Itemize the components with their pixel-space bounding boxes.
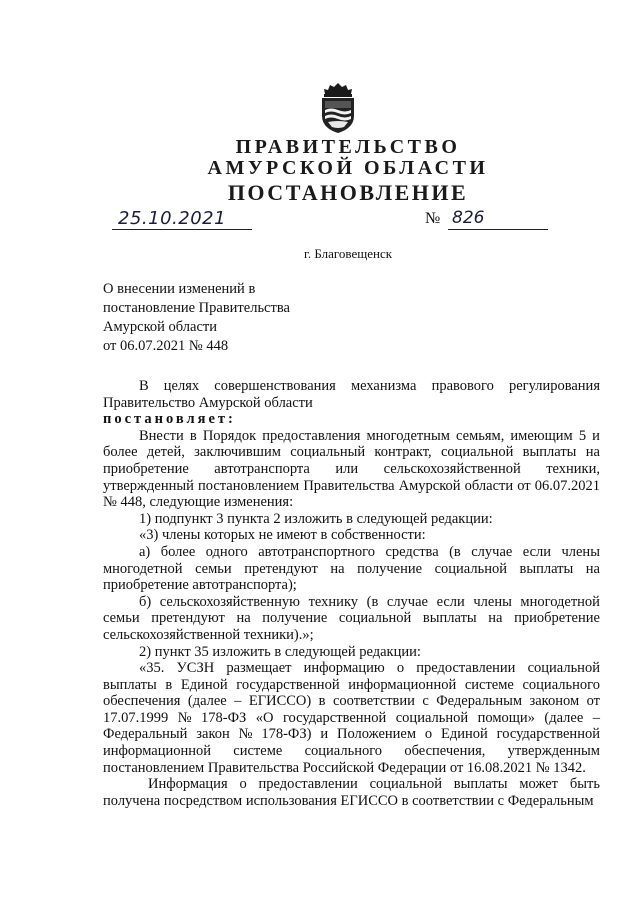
word: более xyxy=(103,444,138,461)
subitem-b xyxy=(103,594,600,611)
word: выплаты xyxy=(453,776,508,793)
word: выплаты xyxy=(522,444,577,461)
word: государственной xyxy=(496,726,600,743)
word: семьям, xyxy=(456,427,505,444)
word: социальной xyxy=(527,660,600,677)
word: утвержденным xyxy=(507,743,600,760)
body-line xyxy=(103,444,600,461)
word: и xyxy=(320,726,329,743)
word: 06.07.2021 xyxy=(534,477,600,494)
word: Информация xyxy=(148,776,228,793)
word: заключившим xyxy=(194,444,281,461)
word: б) xyxy=(139,593,152,610)
word: от xyxy=(586,693,600,710)
number-underline xyxy=(448,229,548,230)
word: 17.07.1999 xyxy=(103,709,169,726)
word: средства xyxy=(385,543,439,560)
subject-line: Амурской области xyxy=(103,319,217,335)
word: выплаты xyxy=(422,610,477,627)
amendment-item-2: 2) пункт 35 изложить в следующей редакции: xyxy=(139,643,421,660)
subitem-a xyxy=(103,544,600,561)
word: (в xyxy=(449,543,461,560)
word: претендуют xyxy=(244,560,318,577)
body-line xyxy=(103,660,600,677)
word: социальной xyxy=(369,776,442,793)
word: «О xyxy=(255,709,274,726)
word: сельскохозяйственную xyxy=(159,593,301,610)
word: Единой xyxy=(180,676,228,693)
word: приобретение xyxy=(514,610,600,627)
word: Федеральным xyxy=(436,693,523,710)
word: сельскохозяйственной xyxy=(383,460,521,477)
word: претендуют xyxy=(151,610,225,627)
word: предоставлении xyxy=(416,660,516,677)
decree-word: постановляет: xyxy=(103,411,236,428)
date-underline xyxy=(112,229,252,230)
body-line xyxy=(103,677,600,694)
word: Правительства xyxy=(303,477,395,494)
word: правового xyxy=(431,378,494,394)
word: Внести xyxy=(139,427,184,444)
word: получение xyxy=(262,610,328,627)
word: Порядок xyxy=(202,427,257,444)
word: законом xyxy=(529,693,580,710)
word: о xyxy=(239,776,247,793)
word: соответствии xyxy=(332,693,415,710)
word: с xyxy=(422,693,429,710)
word: социальной xyxy=(395,709,469,726)
word: государственной xyxy=(236,676,340,693)
body-line xyxy=(103,710,600,727)
word: на xyxy=(330,560,345,577)
word: члены xyxy=(473,593,512,610)
word: утвержденный xyxy=(103,477,194,494)
word: закон xyxy=(196,726,230,743)
word: социальный xyxy=(290,444,366,461)
subject-line: О внесении изменений в xyxy=(103,281,256,297)
word: информационной xyxy=(348,676,457,693)
word: ЕГИССО) xyxy=(248,693,312,710)
word: социального xyxy=(522,676,600,693)
word: информацию xyxy=(303,660,385,677)
word: № xyxy=(238,726,253,743)
word: социальной xyxy=(434,560,507,577)
body-line xyxy=(103,726,600,743)
word: – xyxy=(592,709,600,726)
word: постановлением xyxy=(197,477,300,494)
amendment-item-1: 1) подпункт 3 пункта 2 изложить в следующей редакции: xyxy=(139,510,493,527)
word: системе xyxy=(233,743,283,760)
subject-block xyxy=(103,280,290,356)
word: многодетной xyxy=(103,560,183,577)
word: Единой xyxy=(441,726,488,743)
word: в xyxy=(189,427,197,444)
word: более xyxy=(160,543,196,560)
word: приобретение xyxy=(103,460,189,477)
body-line: получена посредством использования ЕГИССО в соответствии с Федеральным xyxy=(103,792,594,809)
word: в xyxy=(318,693,326,710)
subject-line: постановление Правительства xyxy=(103,300,290,316)
document-type-title: ПОСТАНОВЛЕНИЕ xyxy=(227,180,469,205)
word: если xyxy=(436,593,465,610)
word: выплаты xyxy=(103,676,157,693)
word: (в xyxy=(366,593,379,610)
word: Амурской xyxy=(398,477,461,494)
word: выплаты xyxy=(519,560,574,577)
word: социальной xyxy=(440,444,514,461)
handwritten-number: 826 xyxy=(452,208,485,228)
body-line: сельскохозяйственной техники).»; xyxy=(103,626,314,643)
body-line xyxy=(103,428,600,445)
body-line: «3) члены которых не имеют в собственности: xyxy=(139,527,426,544)
word: Федеральный xyxy=(103,726,188,743)
word: и xyxy=(592,427,600,444)
word: (далее xyxy=(187,693,227,710)
word: «35. xyxy=(139,660,165,677)
word: системе xyxy=(464,676,514,693)
word: случае xyxy=(471,543,513,560)
amur-region-coat-of-arms-icon xyxy=(316,82,360,134)
word: государственной xyxy=(282,709,387,726)
body-line: постановлением Правительства Российской Федерации от 16.08.2021 № 1342. xyxy=(103,759,586,776)
word: многодетным xyxy=(366,427,450,444)
header-region: АМУРСКОЙ ОБЛАСТИ xyxy=(207,157,489,179)
body-line: Правительство Амурской области xyxy=(103,394,313,411)
word: В xyxy=(139,378,149,394)
word: размещает xyxy=(226,660,292,677)
handwritten-date: 25.10.2021 xyxy=(118,208,227,229)
word: о xyxy=(424,726,433,743)
word: семьи xyxy=(195,560,232,577)
body-line: приобретение автотранспорта); xyxy=(103,577,297,594)
word: обеспечения, xyxy=(404,743,486,760)
word: 178-ФЗ xyxy=(201,709,247,726)
word: предоставлении xyxy=(258,776,358,793)
word: информационной xyxy=(103,743,212,760)
word: области xyxy=(464,477,514,494)
word: в xyxy=(165,676,173,693)
word: социального xyxy=(304,743,383,760)
word: о xyxy=(396,660,405,677)
body-line xyxy=(103,693,600,710)
body-line: № 448, следующие изменения: xyxy=(103,494,294,511)
word: одного xyxy=(205,543,248,560)
word: на xyxy=(236,610,251,627)
word: на xyxy=(585,444,600,461)
word: если xyxy=(522,543,552,560)
word: автотранспорта xyxy=(214,460,310,477)
word: целях xyxy=(163,378,200,394)
word: техники, xyxy=(546,460,600,477)
word: на xyxy=(488,610,503,627)
word: технику xyxy=(308,593,359,610)
word: предоставления xyxy=(262,427,361,444)
body-line xyxy=(103,743,600,760)
word: регулирования xyxy=(508,378,600,394)
word: на xyxy=(585,560,600,577)
word: обеспечения xyxy=(103,693,181,710)
body-line xyxy=(103,776,600,793)
body-line xyxy=(103,610,600,627)
city-of-issue: г. Благовещенск xyxy=(303,246,393,261)
header-government: ПРАВИТЕЛЬСТВО xyxy=(235,136,461,158)
word: случае xyxy=(386,593,428,610)
word: или xyxy=(335,460,359,477)
word: многодетной xyxy=(520,593,600,610)
word: помощи» xyxy=(477,709,535,726)
word: автотранспортного xyxy=(258,543,376,560)
subject-line: от 06.07.2021 № 448 xyxy=(103,338,229,354)
body-line xyxy=(103,461,600,478)
word: № xyxy=(177,709,192,726)
word: механизма xyxy=(350,378,417,394)
word: семьи xyxy=(103,610,140,627)
word: совершенствования xyxy=(214,378,336,394)
word: 178-ФЗ) xyxy=(261,726,312,743)
word: УСЗН xyxy=(176,660,215,677)
word: от xyxy=(517,477,531,494)
word: быть xyxy=(569,776,600,793)
document-body xyxy=(103,378,600,809)
word: – xyxy=(234,693,242,710)
body-line xyxy=(103,478,600,495)
word: социальной xyxy=(338,610,412,627)
body-line xyxy=(103,561,600,578)
word: контракт, xyxy=(374,444,432,461)
word: (далее xyxy=(544,709,584,726)
word: получение xyxy=(357,560,423,577)
number-sign: № xyxy=(425,210,441,227)
word: 5 xyxy=(578,427,587,444)
word: Положением xyxy=(336,726,417,743)
word: члены xyxy=(561,543,600,560)
word: может xyxy=(519,776,559,793)
word: имеющим xyxy=(510,427,573,444)
body-line xyxy=(103,378,600,395)
word: детей, xyxy=(146,444,185,461)
word: а) xyxy=(139,543,151,560)
